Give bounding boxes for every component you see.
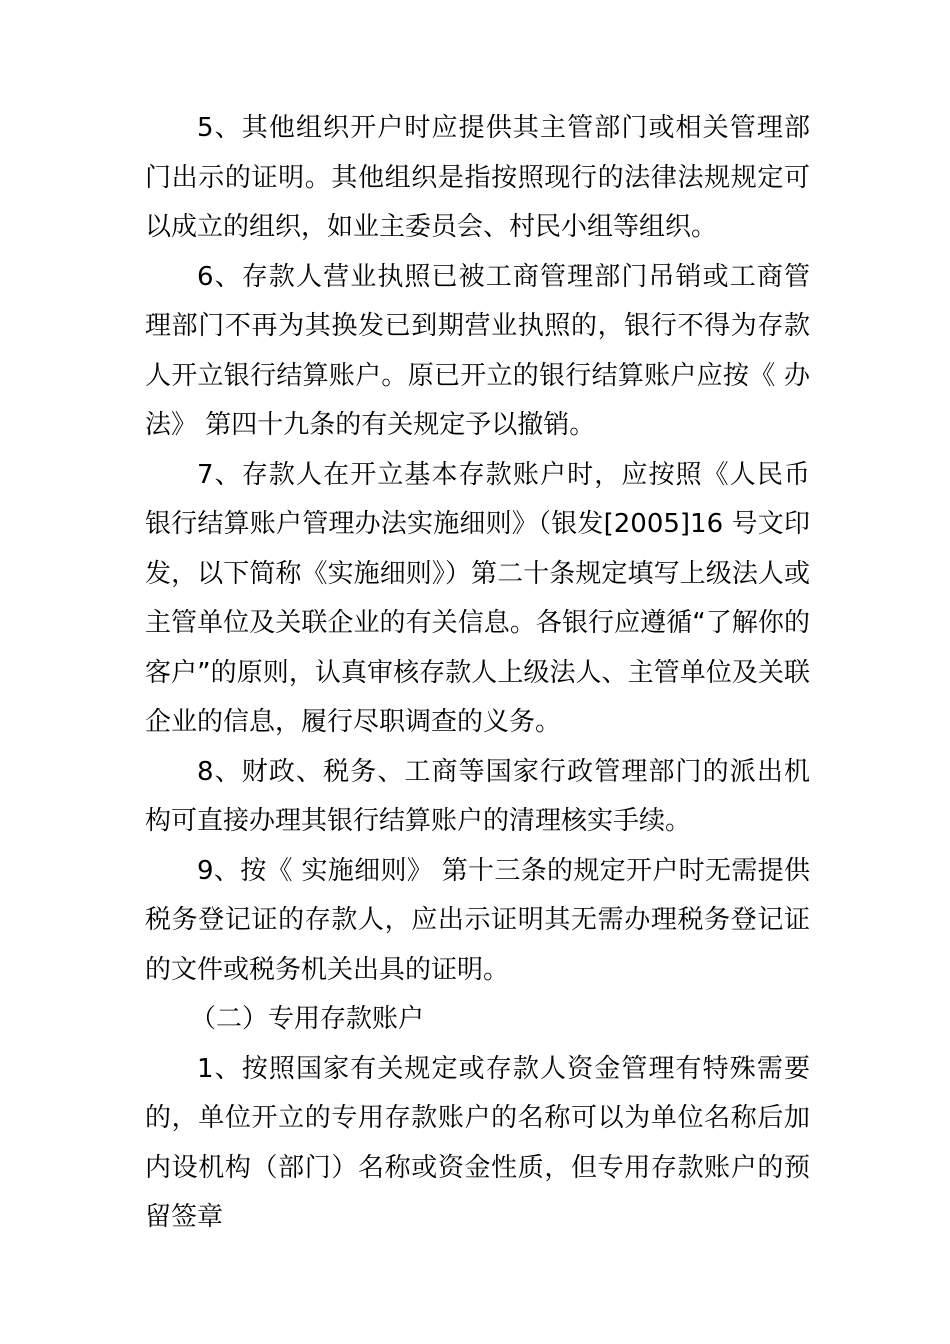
- paragraph-item-9: 9、按《 实施细则》 第十三条的规定开户时无需提供税务登记证的存款人，应出示证明其无需办理税务登记证的文件或税务机关出具的证明。: [145, 855, 810, 985]
- paragraph-item-6: 6、存款人营业执照已被工商管理部门吊销或工商管理部门不再为其换发已到期营业执照的，银行不得为存款人开立银行结算账户。原已开立的银行结算账户应按《 办法》 第四十九条的有关规定予以撤销。: [145, 261, 810, 440]
- paragraph-item-8: 8、财政、税务、工商等国家行政管理部门的派出机构可直接办理其银行结算账户的清理核实手续。: [145, 756, 810, 836]
- paragraph-item-5: 5、其他组织开户时应提供其主管部门或相关管理部门出示的证明。其他组织是指按照现行的法律法规规定可以成立的组织，如业主委员会、村民小组等组织。: [145, 113, 810, 242]
- paragraph-item-7: 7、存款人在开立基本存款账户时，应按照《人民币银行结算账户管理办法实施细则》（银发[2005]16 号文印发，以下简称《实施细则》）第二十条规定填写上级法人或主管单位及关联企业的有关信息。各银行应遵循“了解你的客户”的原则，认真审核存款人上级法人、主管单位及关联企业的信息，履行尽职调查的义务。: [145, 459, 810, 737]
- paragraph-special-item-1: 1、按照国家有关规定或存款人资金管理有特殊需要的，单位开立的专用存款账户的名称可以为单位名称后加内设机构（部门）名称或资金性质，但专用存款账户的预留签章: [145, 1053, 810, 1232]
- section-heading-special-account: （二）专用存款账户: [190, 1004, 425, 1034]
- document-body: [145, 104, 810, 1243]
